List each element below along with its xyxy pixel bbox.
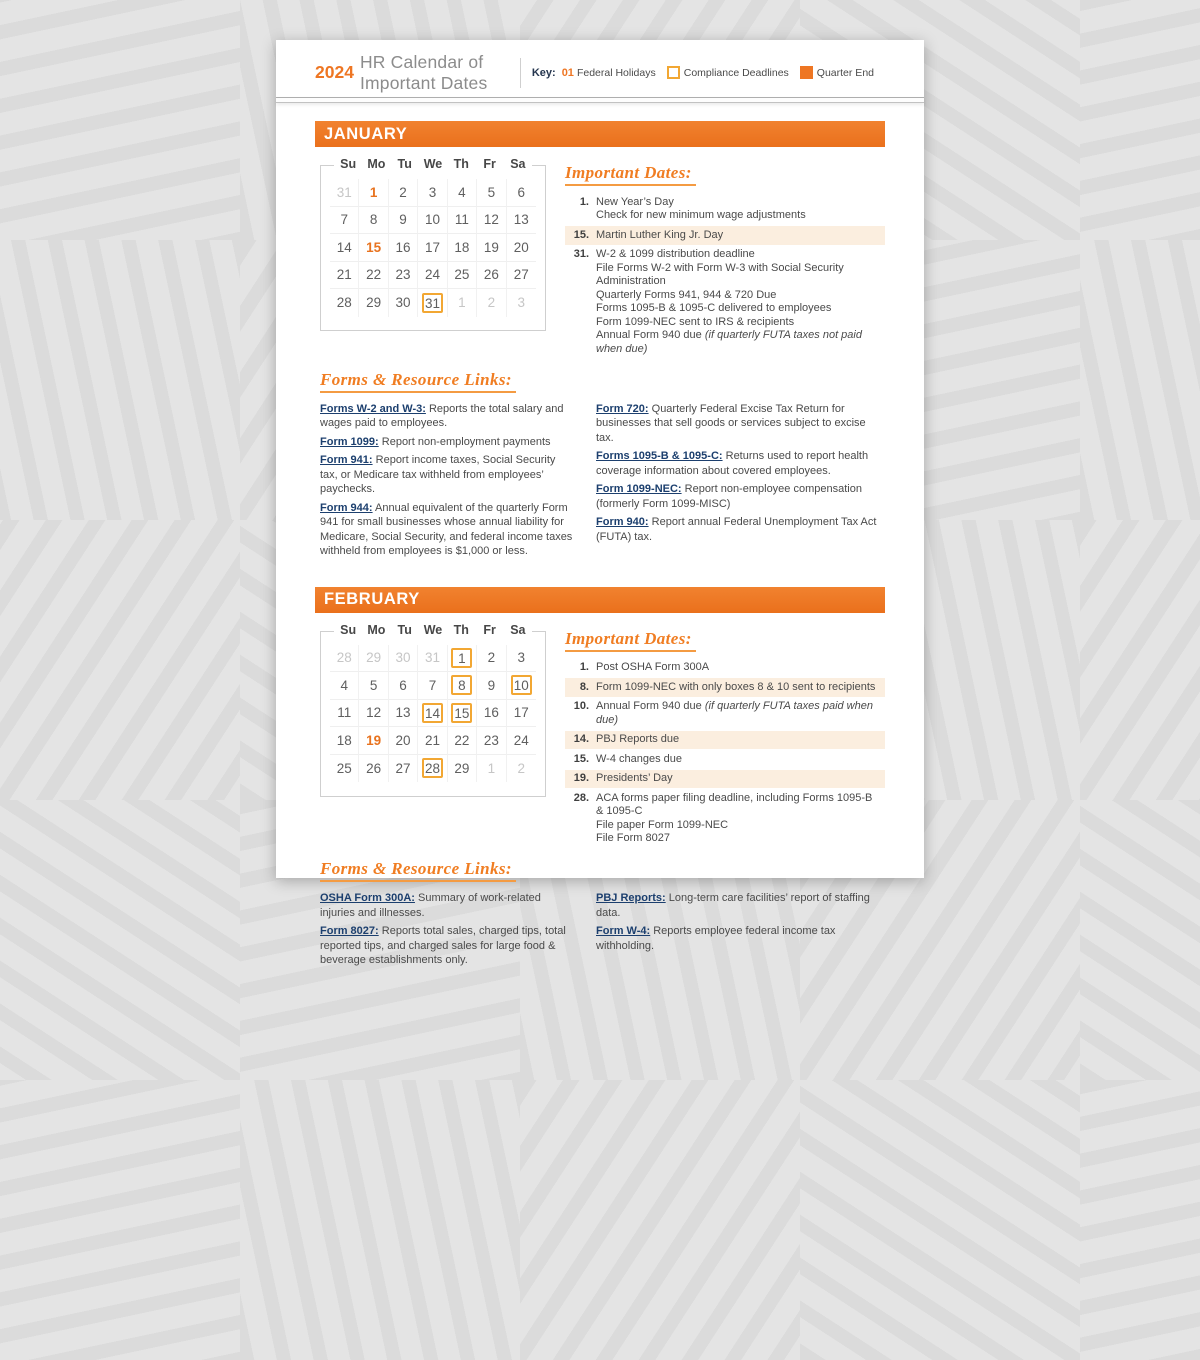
form-resource-item (320, 435, 574, 450)
calendar-day: 29 (359, 645, 388, 673)
january-important-dates (546, 155, 885, 360)
calendar-day: 22 (359, 262, 388, 290)
calendar-day: 14 (330, 234, 359, 262)
calendar-day: 17 (507, 700, 536, 728)
background-stripe-patch (1080, 520, 1200, 800)
calendar-day: 19 (359, 727, 388, 755)
calendar-day: 30 (389, 289, 418, 317)
form-resource-item (596, 402, 878, 446)
calendar-day: 1 (359, 179, 388, 207)
calendar-day: 26 (477, 262, 506, 290)
form-description: Summary of work-related injuries and illnesses. (320, 892, 541, 919)
date-number: 19. (573, 772, 589, 784)
important-date-item (565, 193, 885, 225)
day-header: Fr (483, 622, 496, 637)
february-calendar (320, 622, 546, 797)
form-link[interactable]: Form 940: (596, 516, 649, 528)
calendar-day: 26 (359, 755, 388, 783)
key-label: Key: (531, 66, 556, 79)
calendar-day: 9 (389, 207, 418, 235)
date-description (596, 733, 679, 747)
date-line: Annual Form 940 due (if quarterly FUTA taxes not paid when due) (596, 329, 862, 355)
calendar-day: 24 (418, 262, 447, 290)
important-dates-heading: Important Dates: (565, 629, 696, 652)
form-resource-item (320, 453, 574, 497)
calendar-day: 9 (477, 672, 506, 700)
background-stripe-patch (0, 0, 240, 240)
calendar-day (448, 672, 477, 700)
calendar-day: 13 (389, 700, 418, 728)
day-header: Th (453, 622, 469, 637)
form-description: Report non-employee compensation (formerly Form 1099-MISC) (596, 483, 862, 510)
compliance-deadline-box-icon (667, 66, 680, 79)
quarter-end-box-icon (800, 66, 813, 79)
date-line: Post OSHA Form 300A (596, 661, 710, 673)
page-separator (276, 97, 924, 103)
form-description: Returns used to report health coverage information about covered employees. (596, 450, 869, 477)
date-description (596, 661, 709, 675)
calendar-day (448, 700, 477, 728)
date-number: 15. (573, 752, 589, 765)
day-header: Th (453, 157, 469, 171)
calendar-day: 3 (418, 179, 447, 207)
form-description: Reports the total salary and wages paid to employees. (320, 402, 564, 429)
calendar-day: 1 (448, 289, 477, 317)
day-header: Sa (510, 157, 526, 171)
calendar-day: 29 (448, 755, 477, 783)
background-stripe-patch (0, 800, 240, 1080)
calendar-day (418, 700, 447, 728)
calendar-day: 16 (389, 234, 418, 262)
form-link[interactable]: Form 720: (596, 402, 649, 415)
date-line: W-4 changes due (596, 752, 683, 765)
calendar-day: 12 (477, 207, 506, 235)
legend-compliance-deadlines (667, 66, 789, 79)
date-number: 1. (579, 661, 589, 673)
important-date-item (565, 678, 885, 697)
date-note-italic: (if quarterly FUTA taxes not paid when due) (596, 329, 862, 355)
calendar-day: 24 (507, 727, 536, 755)
day-header: Tu (397, 157, 412, 171)
calendar-day: 2 (477, 645, 506, 673)
calendar-day: 13 (507, 207, 536, 235)
legend (532, 66, 885, 79)
calendar-day: 25 (330, 755, 359, 783)
background-stripe-patch (1080, 240, 1200, 520)
date-description (596, 196, 806, 223)
form-resource-item (596, 515, 878, 544)
date-description (596, 248, 880, 356)
important-dates-heading: Important Dates: (565, 163, 696, 186)
day-header: We (423, 157, 443, 171)
date-description (596, 792, 880, 846)
calendar-day: 28 (330, 645, 359, 673)
calendar-day: 2 (517, 760, 526, 776)
calendar-day: 1 (477, 755, 506, 783)
february-important-dates (546, 621, 885, 850)
form-description: Reports employee federal income tax withholding. (596, 925, 836, 952)
calendar-day (418, 289, 447, 317)
calendar-day: 31 (330, 179, 359, 207)
legend-quarter-end (800, 66, 874, 79)
calendar-day: 2 (389, 179, 418, 207)
form-link[interactable]: Form W-4: (596, 925, 651, 937)
date-number: 28. (573, 791, 589, 804)
calendar-day: 28 (330, 289, 359, 317)
date-number: 15. (573, 228, 589, 241)
form-description: Report non-employment payments (378, 435, 551, 448)
page-header (315, 40, 885, 97)
calendar-day (448, 645, 477, 673)
calendar-day: 6 (507, 179, 536, 207)
calendar-day: 8 (359, 207, 388, 235)
form-link[interactable]: Form 941: (320, 454, 373, 466)
date-note-italic: (if quarterly FUTA taxes paid when due) (596, 700, 873, 726)
calendar-day: 4 (448, 179, 477, 207)
calendar-day: 11 (330, 700, 359, 728)
day-header: Su (340, 622, 357, 637)
background-stripe-patch (800, 1080, 1080, 1360)
forms-links-heading: Forms & Resource Links: (320, 859, 516, 882)
calendar-day: 3 (507, 645, 536, 673)
important-date-item (565, 789, 885, 848)
calendar-day: 7 (330, 207, 359, 235)
calendar-day: 20 (507, 234, 536, 262)
calendar-day: 6 (389, 672, 418, 700)
important-date-item (565, 770, 885, 789)
background-stripe-patch (0, 240, 240, 520)
february-forms-links (315, 859, 885, 972)
calendar-day: 3 (517, 295, 526, 311)
important-date-item (565, 698, 885, 730)
date-line: Annual Form 940 due (if quarterly FUTA taxes paid when due) (596, 700, 873, 726)
day-header: Su (340, 157, 357, 171)
legend-label: Compliance Deadlines (683, 66, 789, 79)
compliance-deadline-day: 28 (422, 758, 443, 778)
compliance-deadline-day: 1 (451, 648, 472, 668)
date-description (596, 681, 875, 695)
day-header: Tu (397, 622, 412, 637)
form-resource-item (596, 482, 878, 511)
calendar-day: 31 (418, 645, 447, 673)
date-number: 31. (573, 248, 589, 260)
compliance-deadline-day: 10 (511, 675, 532, 695)
page-year: 2024 (315, 62, 354, 82)
calendar-day: 27 (389, 755, 418, 783)
date-description (596, 700, 880, 727)
calendar-day: 2 (477, 289, 506, 317)
date-line: W-2 & 1099 distribution deadline (596, 248, 755, 260)
calendar-day: 23 (477, 727, 506, 755)
background-stripe-patch (1080, 1080, 1200, 1360)
calendar-day: 22 (448, 727, 477, 755)
federal-holiday-number: 01 (561, 66, 574, 79)
form-description: Report income taxes, Social Security tax, or Medicare tax withheld from employees’ paychecks. (320, 454, 556, 495)
form-link[interactable]: Form 1099-NEC: (596, 483, 682, 495)
form-link[interactable]: Form 8027: (320, 925, 379, 937)
calendar-day: 15 (359, 234, 388, 262)
form-description: Reports total sales, charged tips, total reported tips, and charged sales for large food & beverage establishments only. (320, 925, 566, 966)
calendar-day: 29 (359, 289, 388, 317)
date-description (596, 229, 723, 243)
date-line: Forms 1095-B & 1095-C delivered to employees (596, 302, 832, 314)
date-number: 14. (573, 733, 589, 745)
background-stripe-patch (1080, 0, 1200, 240)
calendar-day: 17 (418, 234, 447, 262)
calendar-day: 16 (477, 700, 506, 728)
january-calendar (320, 157, 546, 331)
compliance-deadline-day: 15 (451, 703, 472, 723)
date-line: New Year’s Day (596, 195, 674, 208)
february-banner (315, 587, 885, 613)
calendar-day: 12 (359, 700, 388, 728)
background-stripe-patch (0, 1080, 240, 1360)
day-header: Fr (483, 157, 496, 171)
calendar-day (418, 755, 447, 783)
january-banner (315, 121, 885, 147)
calendar-day: 25 (448, 262, 477, 290)
date-line: Quarterly Forms 941, 944 & 720 Due (596, 288, 777, 301)
calendar-day: 19 (477, 234, 506, 262)
january-forms-links (315, 370, 885, 563)
date-line: Presidents’ Day (596, 772, 673, 784)
calendar-day: 27 (507, 262, 536, 290)
day-header: Mo (367, 622, 386, 637)
calendar-day: 20 (389, 727, 418, 755)
month-section-february (315, 587, 885, 972)
form-description: Quarterly Federal Excise Tax Return for businesses that sell goods or services subject to excise tax. (596, 402, 866, 444)
forms-links-heading: Forms & Resource Links: (320, 370, 516, 393)
date-line: File Forms W-2 with Form W-3 with Social Security Administration (596, 261, 844, 287)
legend-label: Quarter End (816, 66, 874, 79)
calendar-day: 21 (418, 727, 447, 755)
important-date-item (565, 659, 885, 678)
calendar-day: 23 (389, 262, 418, 290)
date-line: Martin Luther King Jr. Day (596, 228, 724, 241)
form-description: Long-term care facilities’ report of staffing data. (596, 892, 870, 919)
calendar-day: 11 (448, 207, 477, 235)
date-line: Check for new minimum wage adjustments (596, 209, 806, 221)
calendar-day: 5 (477, 179, 506, 207)
background-stripe-patch (520, 1080, 800, 1360)
month-section-january (315, 121, 885, 563)
important-date-item (565, 246, 885, 359)
background-stripe-patch (0, 520, 240, 800)
month-name: JANUARY (324, 124, 408, 143)
month-name: FEBRUARY (324, 590, 420, 608)
background-stripe-patch (1080, 800, 1200, 1080)
date-number: 8. (579, 680, 589, 693)
date-line: File paper Form 1099-NEC (596, 818, 729, 831)
form-resource-item (320, 924, 574, 968)
important-date-item (565, 750, 885, 769)
form-link[interactable]: PBJ Reports: (596, 892, 666, 904)
form-link[interactable]: Form 944: (320, 501, 373, 514)
form-description: Report annual Federal Unemployment Tax Act (FUTA) tax. (596, 516, 877, 543)
form-description: Annual equivalent of the quarterly Form 941 for small businesses whose annual liability for Medicare, Social Security, and federal income taxes withheld from employees is $1,000 or less. (320, 501, 573, 557)
legend-label: Federal Holidays (576, 66, 656, 79)
day-header: We (423, 622, 443, 637)
date-line: ACA forms paper filing deadline, including Forms 1095-B & 1095-C (596, 791, 873, 817)
day-header: Sa (510, 622, 526, 637)
form-link[interactable]: Form 1099: (320, 435, 379, 448)
compliance-deadline-day: 31 (422, 293, 443, 313)
calendar-day: 18 (330, 727, 359, 755)
form-resource-item (596, 449, 878, 478)
date-number: 10. (573, 700, 589, 712)
calendar-day: 10 (418, 207, 447, 235)
form-resource-item (596, 924, 878, 953)
important-date-item (565, 731, 885, 750)
form-resource-item (320, 402, 574, 431)
date-line: PBJ Reports due (596, 733, 680, 745)
compliance-deadline-day: 8 (451, 675, 472, 695)
date-line: File Form 8027 (596, 832, 670, 844)
date-description (596, 772, 673, 786)
compliance-deadline-day: 14 (422, 703, 443, 723)
calendar-day: 5 (359, 672, 388, 700)
header-divider (520, 58, 521, 88)
legend-federal-holidays (562, 67, 656, 79)
calendar-day (507, 672, 536, 700)
important-date-item (565, 226, 885, 245)
background-stripe-patch (240, 1080, 520, 1360)
calendar-day: 21 (330, 262, 359, 290)
form-link[interactable]: Forms W-2 and W-3: (320, 402, 426, 415)
document-page (276, 40, 924, 966)
page-title: HR Calendar of Important Dates (359, 51, 488, 93)
day-header: Mo (367, 157, 386, 171)
calendar-day: 4 (330, 672, 359, 700)
date-line: Form 1099-NEC sent to IRS & recipients (596, 315, 795, 328)
date-number: 1. (579, 195, 589, 208)
form-resource-item (320, 501, 574, 559)
date-line: Form 1099-NEC with only boxes 8 & 10 sent to recipients (596, 680, 876, 693)
calendar-day: 30 (389, 645, 418, 673)
form-link[interactable]: Forms 1095-B & 1095-C: (596, 450, 723, 462)
form-link[interactable]: OSHA Form 300A: (320, 892, 415, 904)
calendar-day: 7 (418, 672, 447, 700)
date-description (596, 753, 682, 767)
calendar-day: 18 (448, 234, 477, 262)
